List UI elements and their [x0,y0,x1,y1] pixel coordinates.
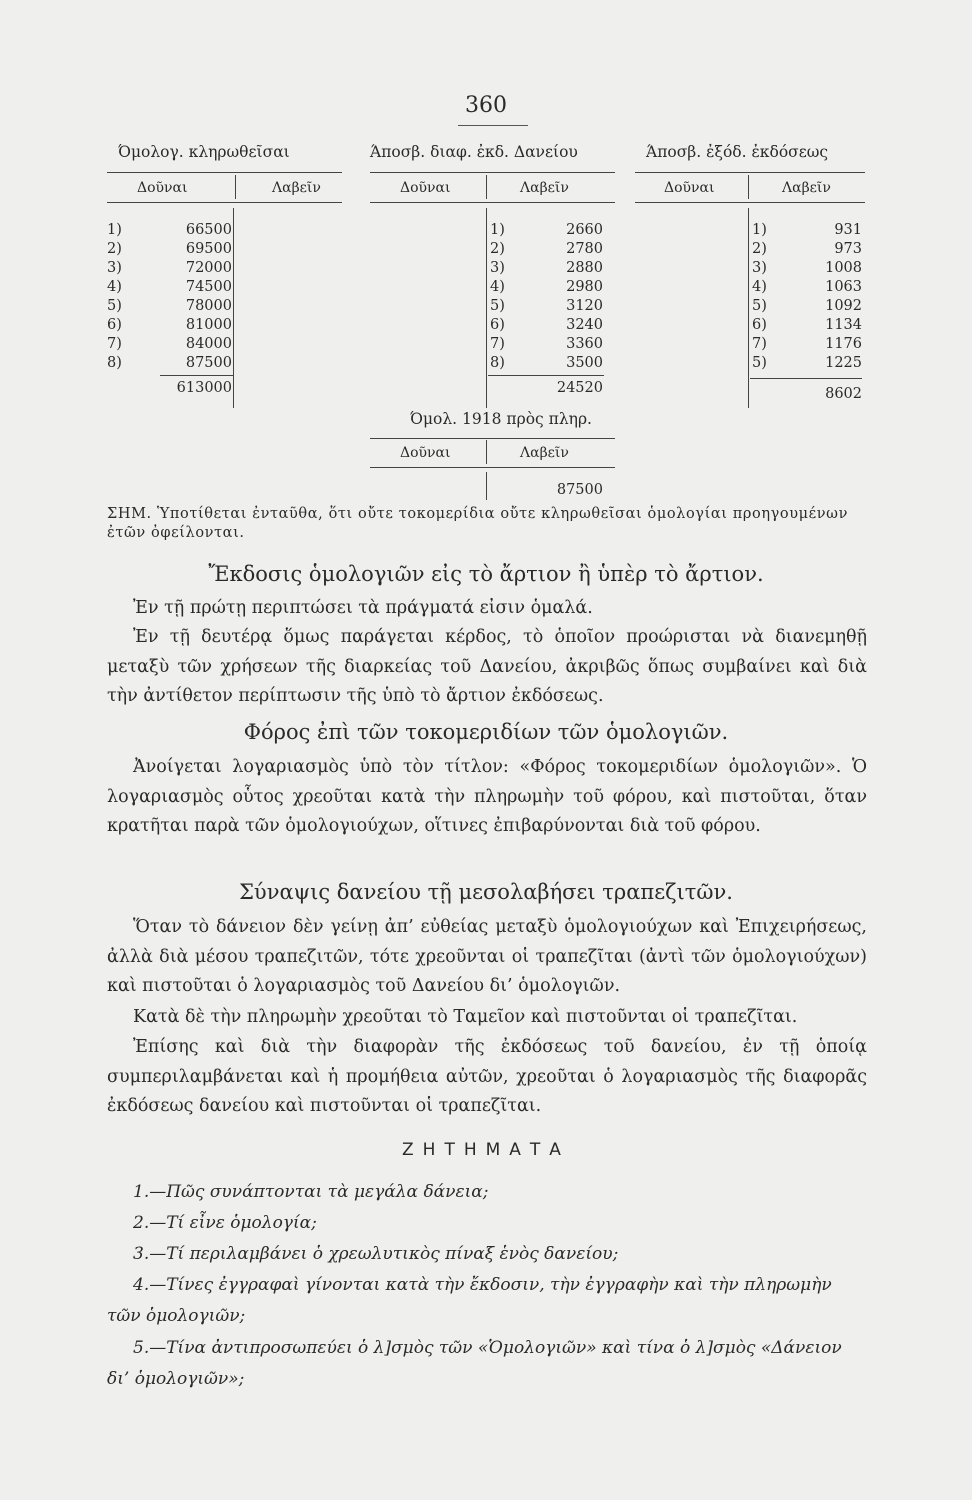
table3-header-divider [748,175,749,199]
table4-header-rule [370,467,615,468]
table2-header-divider [486,175,487,199]
section1-p2-text: Ἐν τῇ δευτέρᾳ ὅμως παράγεται κέρδος, τὸ ὁποῖον προώρισται νὰ διανεμηθῇ μεταξὺ τῶν χρήσεων τῆς διαρκείας τοῦ Δανείου, ἀκριβῶς ὅπως συμβαίνει καὶ διὰ τὴν ἀντίθετον περίπτωσιν τῆς ὑπὸ τὸ ἄρτιον ἐκδόσεως. [107,627,867,706]
table3-top-rule [635,172,865,173]
table3-row-label: 6) [752,317,767,333]
table1-row-label: 4) [107,279,122,295]
table1-row-value: 81000 [185,317,232,333]
section3-paragraph-3 [107,1033,867,1122]
table3-row-value: 1134 [825,317,862,333]
table3-row-value: 931 [834,222,862,238]
table4-col-divider [486,472,487,500]
table2-row-label: 2) [490,241,505,257]
table2-header-rule [370,202,615,203]
table1-row-value: 84000 [185,336,232,352]
table2-sum-rule [488,375,604,376]
section3-p3-text: Ἐπίσης καὶ διὰ τὴν διαφορὰν τῆς ἐκδόσεως τοῦ δανείου, ἐν τῇ ὁποίᾳ συμπεριλαμβάνεται καὶ ἡ προμήθεια αὐτῶν, χρεοῦται ὁ λογαριασμὸς τῆς διαφορᾶς ἐκδόσεως δανείου καὶ πιστοῦνται οἱ τραπεζῖται. [107,1037,867,1116]
table1-header-rule [107,202,342,203]
table3-row-value: 973 [834,241,862,257]
question-text: 2.—Τί εἶνε ὁμολογία; [133,1213,317,1233]
table1-row-value: 69500 [185,241,232,257]
table3-row-value: 1176 [825,336,862,352]
table3-row-value: 1008 [825,260,862,276]
table1-row-label: 6) [107,317,122,333]
table1-sum-rule [160,375,233,376]
question-item [107,1208,867,1239]
table1-title: Όμολογ. κληρωθεῖσαι [118,143,290,161]
section1-paragraph-1 [107,594,867,624]
table1-col-give: Δοῦναι [137,180,188,196]
table1-row-label: 8) [107,355,122,371]
table2-total: 24520 [556,380,603,396]
table3-row-value: 1063 [825,279,862,295]
table2-row-label: 7) [490,336,505,352]
table2-top-rule [370,172,615,173]
table3-col-give: Δοῦναι [664,180,715,196]
table4-title: Όμολ. 1918 πρὸς πληρ. [410,410,592,428]
table2-row-label: 3) [490,260,505,276]
table3-row-label: 7) [752,336,767,352]
table1-row-label: 7) [107,336,122,352]
question-item [107,1333,867,1395]
page-number-rule [458,125,528,126]
table2-col-take: Λαβεῖν [520,180,569,196]
section3-paragraph-2 [107,1003,867,1033]
table1-row-value: 87500 [185,355,232,371]
question-text: 5.—Τίνα ἀντιπροσωπεύει ὁ λ]σμὸς τῶν «Ὁμολογιῶν» καὶ τίνα ὁ λ]σμὸς «Δάνειον δι’ ὁμολογιῶν»; [107,1338,842,1389]
table4-top-rule [370,438,615,439]
table1-row-label: 5) [107,298,122,314]
table3-row-value: 1225 [825,355,862,371]
question-item [107,1270,867,1332]
section1-paragraph-2 [107,623,867,712]
table1-row-label: 2) [107,241,122,257]
table3-row-value: 1092 [825,298,862,314]
table1-col-take: Λαβεῖν [272,180,321,196]
table2-row-value: 3120 [566,298,603,314]
table3-row-label: 4) [752,279,767,295]
table4-header-divider [486,440,487,464]
table3-title: Άποσβ. ἐξόδ. ἐκδόσεως [646,143,829,161]
table3-row-label: 1) [752,222,767,238]
table3-sum-rule [750,378,862,379]
table2-row-value: 2660 [566,222,603,238]
table3-row-label: 3) [752,260,767,276]
table3-row-label: 5) [752,355,767,371]
section2-paragraph-1 [107,753,867,842]
questions-heading: ΖΗΤΗΜΑΤΑ [402,1140,570,1160]
table2-row-value: 2880 [566,260,603,276]
table1-row-value: 72000 [185,260,232,276]
table4-value: 87500 [556,482,603,498]
section1-heading: Ἔκδοσις ὁμολογιῶν εἰς τὸ ἄρτιον ἢ ὑπὲρ τὸ ἄρτιον. [208,562,764,586]
table1-row-value: 78000 [185,298,232,314]
table3-row-label: 5) [752,298,767,314]
table1-row-label: 1) [107,222,122,238]
section2-heading: Φόρος ἐπὶ τῶν τοκομεριδίων τῶν ὁμολογιῶν. [243,720,729,744]
table4-col-give: Δοῦναι [400,445,451,461]
section3-heading: Σύναψις δανείου τῇ μεσολαβήσει τραπεζιτῶν. [239,880,733,904]
table2-row-label: 1) [490,222,505,238]
section1-p1-text: Ἐν τῇ πρώτῃ περιπτώσει τὰ πράγματά εἰσιν ὁμαλά. [133,598,593,618]
table3-header-rule [635,202,865,203]
table3-col-take: Λαβεῖν [782,180,831,196]
table1-row-value: 66500 [185,222,232,238]
table1-header-divider [235,175,236,199]
table2-row-label: 8) [490,355,505,371]
table2-row-value: 2980 [566,279,603,295]
table1-row-value: 74500 [185,279,232,295]
table3-row-label: 2) [752,241,767,257]
table2-row-value: 3240 [566,317,603,333]
table2-row-label: 6) [490,317,505,333]
section3-p2-text: Κατὰ δὲ τὴν πληρωμὴν χρεοῦται τὸ Ταμεῖον καὶ πιστοῦνται οἱ τραπεζῖται. [133,1007,798,1027]
table2-col-divider [486,208,487,408]
question-item [107,1177,867,1208]
question-text: 4.—Τίνες ἐγγραφαὶ γίνονται κατὰ τὴν ἔκδοσιν, τὴν ἐγγραφὴν καὶ τὴν πληρωμὴν τῶν ὁμολογιῶν; [107,1275,832,1326]
table1-col-divider [233,208,234,408]
table3-total: 8602 [825,386,862,402]
table1-row-label: 3) [107,260,122,276]
table2-row-value: 3360 [566,336,603,352]
question-item [107,1239,867,1270]
table2-row-label: 5) [490,298,505,314]
page-number: 360 [465,93,507,118]
table3-col-divider [748,208,749,408]
table1-top-rule [107,172,342,173]
note: ΣΗΜ. Ὑποτίθεται ἐνταῦθα, ὅτι οὔτε τοκομερίδια οὔτε κληρωθεῖσαι ὁμολογίαι προηγουμένων ἐτῶν ὀφείλονται. [107,506,849,541]
table2-title: Άποσβ. διαφ. ἐκδ. Δανείου [370,143,578,161]
table2-row-value: 3500 [566,355,603,371]
table4-col-take: Λαβεῖν [520,445,569,461]
table2-col-give: Δοῦναι [400,180,451,196]
section3-paragraph-1 [107,913,867,1002]
question-text: 1.—Πῶς συνάπτονται τὰ μεγάλα δάνεια; [133,1182,489,1202]
question-text: 3.—Τί περιλαμβάνει ὁ χρεωλυτικὸς πίναξ ἑνὸς δανείου; [133,1244,619,1264]
table2-row-value: 2780 [566,241,603,257]
table1-total: 613000 [176,380,232,396]
section2-p1-text: Ἀνοίγεται λογαριασμὸς ὑπὸ τὸν τίτλον: «Φόρος τοκομεριδίων ὁμολογιῶν». Ὁ λογαριασμὸς οὗτος χρεοῦται κατὰ τὴν πληρωμὴν τοῦ φόρου, καὶ πιστοῦται, ὅταν κρατῆται παρὰ τῶν ὁμολογιούχων, οἵτινες ἐπιβαρύνονται διὰ τοῦ φόρου. [107,757,867,836]
table2-row-label: 4) [490,279,505,295]
section3-p1-text: Ὅταν τὸ δάνειον δὲν γείνῃ ἀπ’ εὐθείας μεταξὺ ὁμολογιούχων καὶ Ἐπιχειρήσεως, ἀλλὰ διὰ μέσου τραπεζιτῶν, τότε χρεοῦνται οἱ τραπεζῖται (ἀντὶ τῶν ὁμολογιούχων) καὶ πιστοῦται ὁ λογαριασμὸς τοῦ Δανείου δι’ ὁμολογιῶν. [107,917,867,996]
